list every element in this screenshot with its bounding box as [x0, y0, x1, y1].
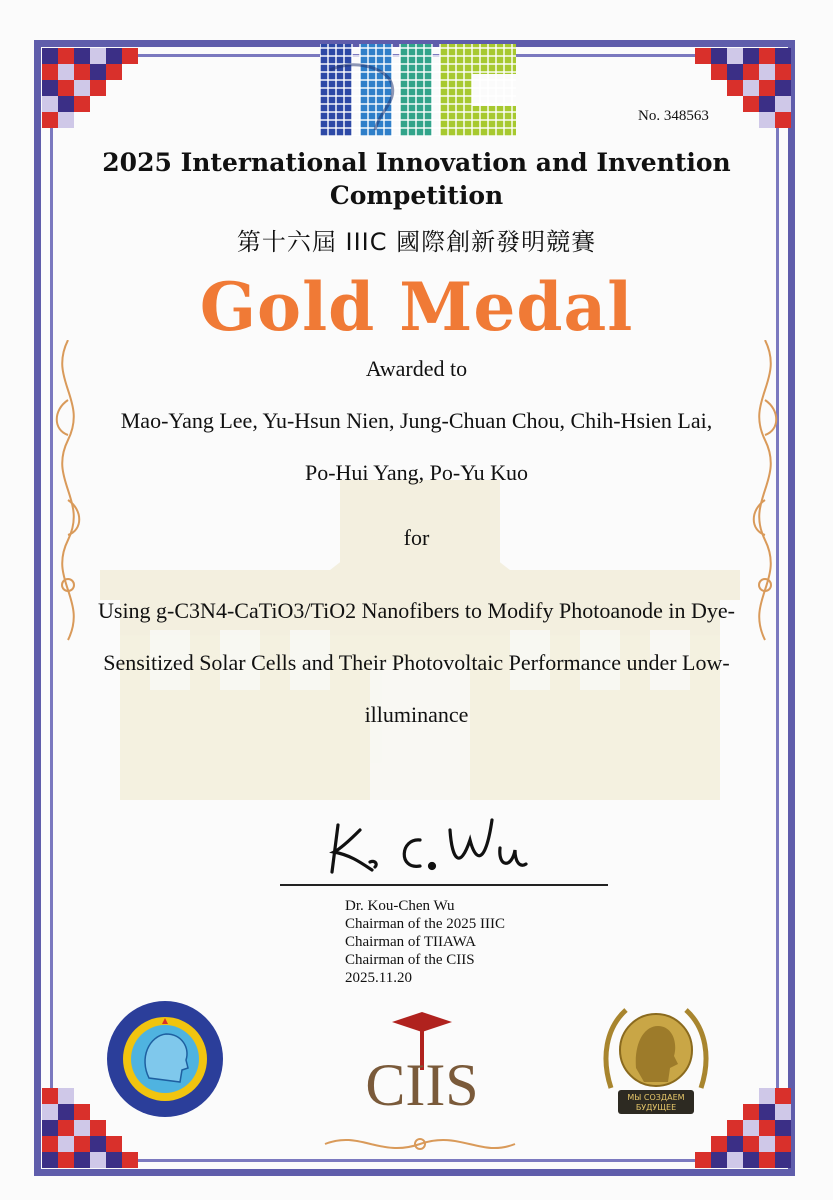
certificate-number: No. 348563: [638, 108, 709, 124]
iiic-logo: [320, 40, 520, 140]
issue-date: 2025.11.20: [345, 970, 412, 986]
ciis-logo: [352, 1010, 492, 1110]
signatory-role-3: Chairman of the CIIS: [345, 952, 475, 968]
signatory-role-1: Chairman of the 2025 IIIC: [345, 916, 505, 932]
awarded-to-label: Awarded to: [365, 356, 468, 381]
project-line-3: illuminance: [364, 702, 469, 727]
competition-title: 2025 International Innovation and Invention Competition: [102, 148, 731, 210]
project-line-1: Using g-C3N4-CaTiO3/TiO2 Nanofibers to Modify Photoanode in Dye-: [98, 598, 735, 623]
medal-text-1: МЫ СОЗДАЕМ: [627, 1093, 685, 1102]
medal-logo: [596, 998, 716, 1120]
recipients-line-1: Mao-Yang Lee, Yu-Hsun Nien, Jung-Chuan Chou, Chih-Hsien Lai,: [120, 408, 713, 433]
bottom-ornament: [320, 1130, 520, 1158]
signature: [320, 800, 560, 880]
iiic-logo-text: IIIC: [417, 100, 419, 101]
signature-line: [280, 884, 608, 886]
project-line-2: Sensitized Solar Cells and Their Photovoltaic Performance under Low-: [103, 650, 730, 675]
corner-mosaic-top-left: [42, 48, 152, 138]
award-title: Gold Medal: [199, 268, 634, 346]
for-label: for: [403, 525, 430, 550]
ciis-logo-text: CIIS: [365, 1052, 479, 1110]
signatory-block: [345, 897, 505, 987]
recipients-line-2: Po-Hui Yang, Po-Yu Kuo: [304, 460, 529, 485]
tiiawa-logo: [104, 998, 226, 1120]
medal-text-2: БУДУЩЕЕ: [635, 1103, 677, 1112]
signatory-role-2: Chairman of TIIAWA: [345, 934, 476, 950]
competition-title-chinese: 第十六屆 IIIC 國際創新發明競賽: [236, 228, 597, 256]
signatory-name: Dr. Kou-Chen Wu: [345, 898, 455, 914]
